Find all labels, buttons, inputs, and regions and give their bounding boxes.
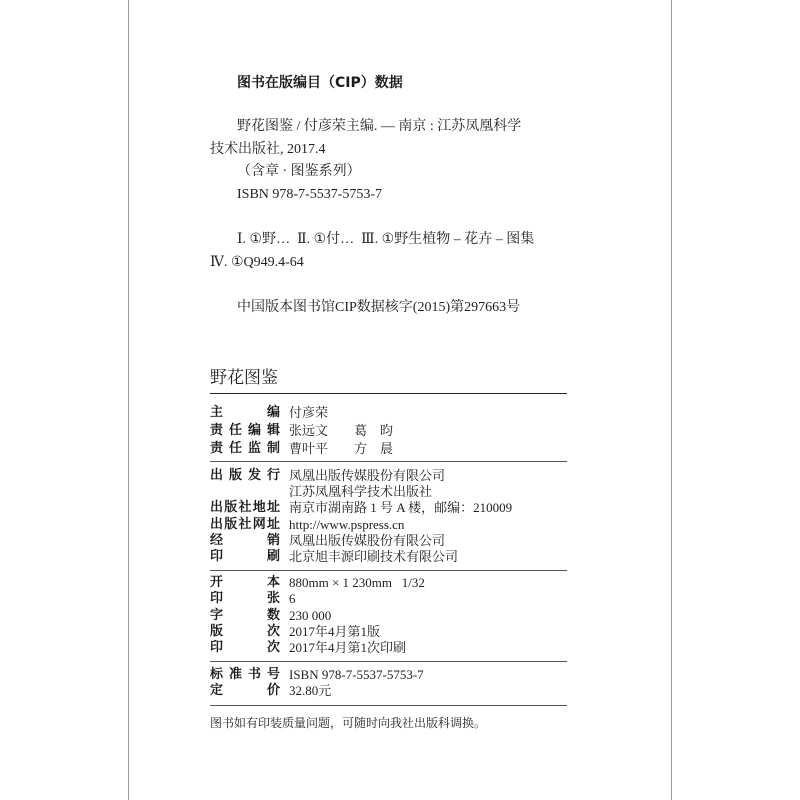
row-production-supervisor	[210, 440, 567, 458]
row-label: 标准书号	[210, 667, 280, 682]
row-value: 付彦荣	[289, 405, 329, 420]
row-value: 32.80元	[289, 683, 332, 698]
row-value: 曹叶平 方 晨	[289, 441, 394, 456]
row-label: 主编	[210, 405, 280, 420]
specs-section	[210, 575, 567, 656]
row-value: 230 000	[289, 607, 332, 623]
row-value: 凤凰出版传媒股份有限公司	[289, 468, 446, 484]
row-value: 2017年4月第1次印刷	[289, 640, 407, 656]
row-value: 凤凰出版传媒股份有限公司	[289, 532, 446, 548]
row-word-count	[210, 608, 567, 624]
row-isbn	[210, 667, 567, 683]
row-label: 出版社网址	[210, 516, 280, 532]
cip-line-isbn: ISBN 978-7-5537-5753-7	[237, 187, 383, 202]
cip-line-classification: Ⅳ. ①Q949.4-64	[210, 255, 304, 270]
cip-line-subjects: Ⅰ. ①野… Ⅱ. ①付… Ⅲ. ①野生植物 – 花卉 – 图集	[237, 232, 535, 247]
row-edition	[210, 624, 567, 640]
cip-line-publisher: 技术出版社, 2017.4	[210, 142, 326, 157]
cip-heading: 图书在版编目（CIP）数据	[237, 75, 403, 91]
row-value: 南京市湖南路 1 号 A 楼，邮编：210009	[289, 500, 513, 516]
row-label: 开本	[210, 575, 280, 591]
row-value: 张远文 葛 昀	[289, 423, 394, 438]
section-divider	[210, 705, 567, 706]
publishing-section	[210, 468, 567, 565]
row-publisher-address	[210, 500, 567, 516]
row-printed-sheets	[210, 591, 567, 607]
cip-line-record-number: 中国版本图书馆CIP数据核字(2015)第297663号	[237, 300, 521, 315]
row-value: 880mm × 1 230mm 1/32	[289, 575, 425, 591]
section-divider	[210, 661, 567, 662]
row-label: 印张	[210, 591, 280, 607]
row-label: 定价	[210, 683, 280, 698]
row-value: http://www.pspress.cn	[289, 516, 405, 532]
cip-line-series: （含章 · 图鉴系列）	[237, 164, 361, 179]
row-responsible-editor	[210, 422, 567, 440]
row-label: 出版发行	[210, 468, 280, 484]
row-publisher-website	[210, 517, 567, 533]
row-value: 6	[289, 591, 296, 607]
row-publisher-imprint	[210, 484, 567, 500]
row-label: 字数	[210, 607, 280, 623]
title-divider	[210, 393, 567, 394]
row-impression	[210, 640, 567, 656]
book-title: 野花图鉴	[210, 368, 278, 388]
section-divider	[210, 461, 567, 462]
page-edge-right	[671, 0, 672, 800]
row-label: 责任编辑	[210, 423, 280, 438]
row-value: ISBN 978-7-5537-5753-7	[289, 667, 424, 682]
row-distributor	[210, 533, 567, 549]
row-value: 北京旭丰源印刷技术有限公司	[289, 549, 459, 565]
row-label: 出版社地址	[210, 500, 280, 516]
row-format	[210, 575, 567, 591]
row-value: 2017年4月第1版	[289, 623, 381, 639]
section-divider	[210, 570, 567, 571]
row-label: 经销	[210, 532, 280, 548]
row-label: 印刷	[210, 549, 280, 565]
row-price	[210, 683, 567, 699]
isbn-price-section	[210, 667, 567, 699]
row-publisher	[210, 468, 567, 484]
page-edge-left	[128, 0, 129, 800]
row-value: 江苏凤凰科学技术出版社	[289, 484, 433, 500]
row-label: 责任监制	[210, 441, 280, 456]
credits-section	[210, 404, 567, 458]
row-label: 版次	[210, 623, 280, 639]
row-editor-in-chief	[210, 404, 567, 422]
quality-notice: 图书如有印装质量问题，可随时向我社出版科调换。	[210, 716, 487, 730]
row-printer	[210, 549, 567, 565]
row-label: 印次	[210, 640, 280, 656]
cip-line-title: 野花图鉴 / 付彦荣主编. — 南京 : 江苏凤凰科学	[237, 119, 522, 134]
